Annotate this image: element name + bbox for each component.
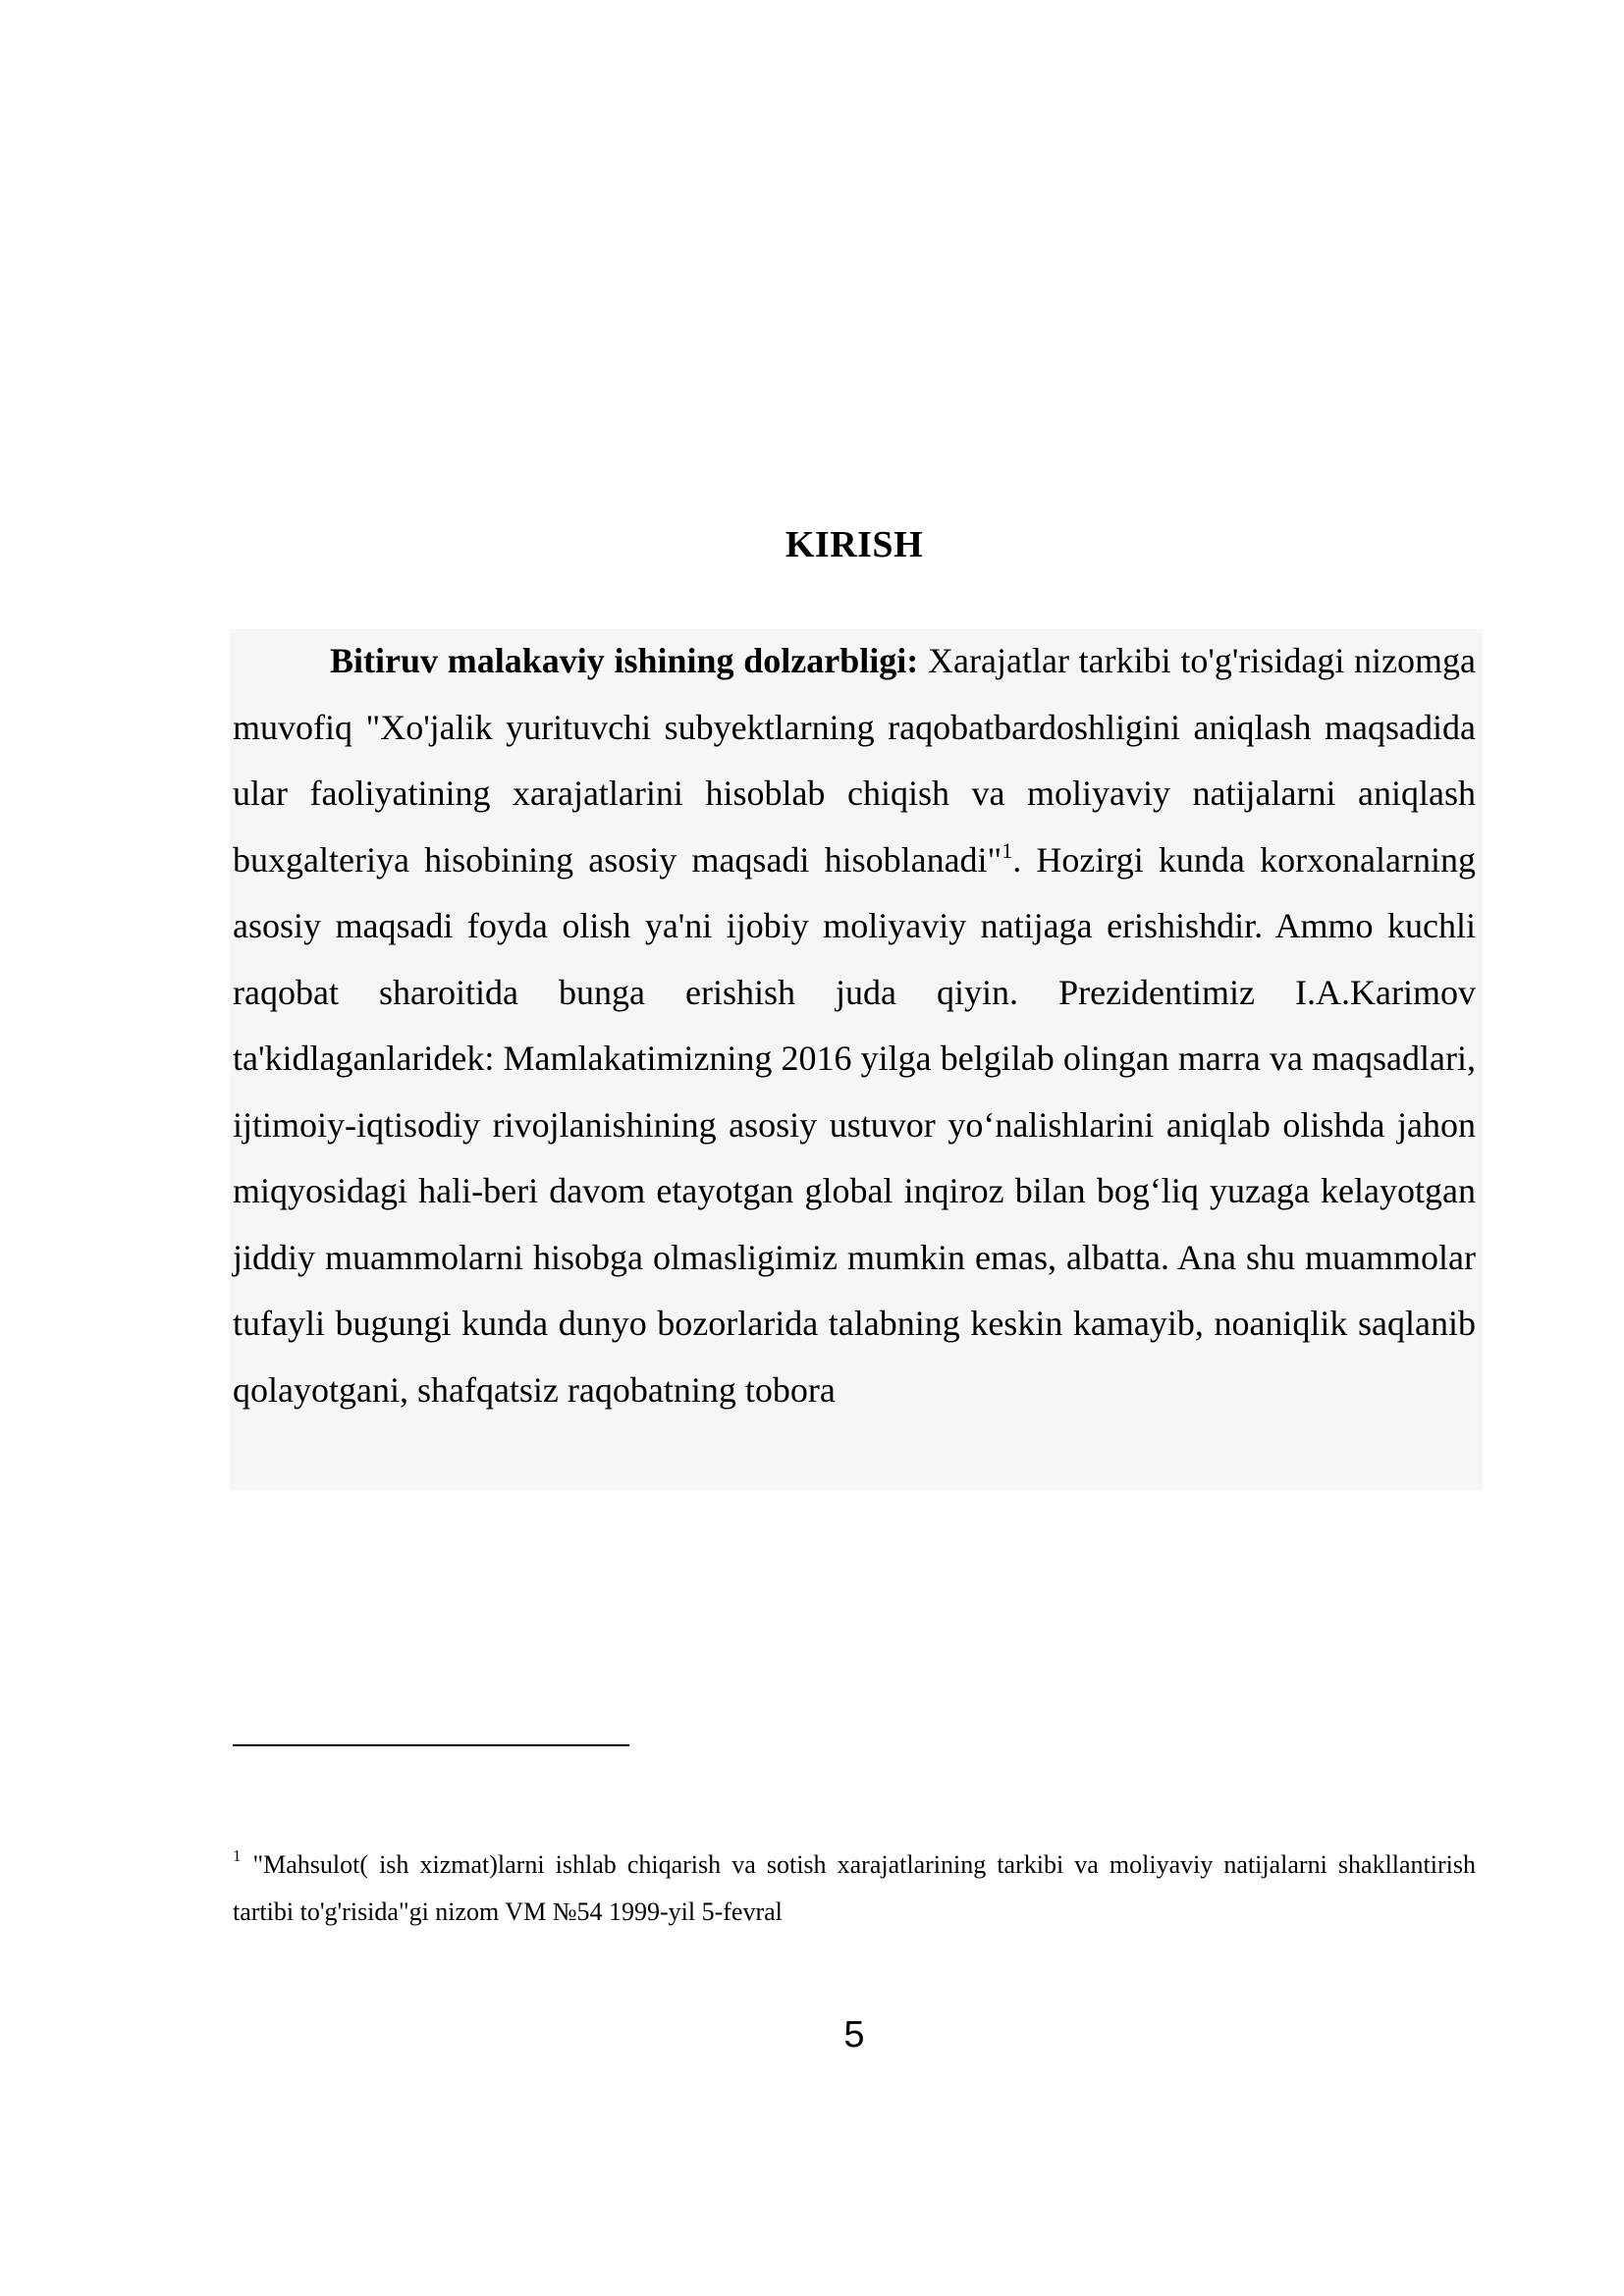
paragraph-text-before-note: Xarajatlar tarkibi to'g'risidagi nizomga muvofiq "Xo'jalik yurituvchi subyektlarning raqobatbardoshligini aniqlash maqsadida ular faoliyatining xarajatlarini hisoblab chiqish va moliyaviy natijalarni aniqlash buxgalteriya hisobining asosiy maqsadi hisoblanadi" bbox=[233, 641, 1477, 880]
page-number: 5 bbox=[843, 2014, 865, 2056]
footnote bbox=[233, 1842, 1476, 1936]
footnote-separator bbox=[233, 1744, 629, 1746]
footnote-reference[interactable]: 1 bbox=[1001, 837, 1013, 863]
paragraph-text-after-note: . Hozirgi kunda korxonalarning asosiy maqsadi foyda olish ya'ni ijobiy moliyaviy natijaga erishishdir. Ammo kuchli raqobat sharoitida bunga erishish juda qiyin. Prezidentimiz I.A.Karimov ta'kidlaganlaridek: Mamlakatimizning 2016 yilga belgilab olingan marra va maqsadlari, ijtimoiy-iqtisodiy rivojlanishining asosiy ustuvor yo‘nalishlarini aniqlab olishda jahon miqyosidagi hali-beri davom etayotgan global inqiroz bilan bog‘liq yuzaga kelayotgan jiddiy muammolarni hisobga olmasligimiz mumkin emas, albatta. Ana shu muammolar tufayli bugungi kunda dunyo bozorlarida talabning keskin kamayib, noaniqlik saqlanib qolayotgani, shafqatsiz raqobatning tobora bbox=[233, 839, 1477, 1410]
footnote-text: "Mahsulot( ish xizmat)larni ishlab chiqarish va sotish xarajatlarining tarkibi va moliyaviy natijalarni shakllantirish tartibi to'g'risida"gi nizom VM №54 1999-yil 5-fevral bbox=[233, 1850, 1476, 1926]
footnote-number: 1 bbox=[233, 1846, 242, 1865]
body-paragraph bbox=[233, 628, 1476, 1423]
paragraph-lead: Bitiruv malakaviy ishining dolzarbligi: bbox=[330, 641, 919, 680]
section-heading: KIRISH bbox=[785, 524, 924, 565]
